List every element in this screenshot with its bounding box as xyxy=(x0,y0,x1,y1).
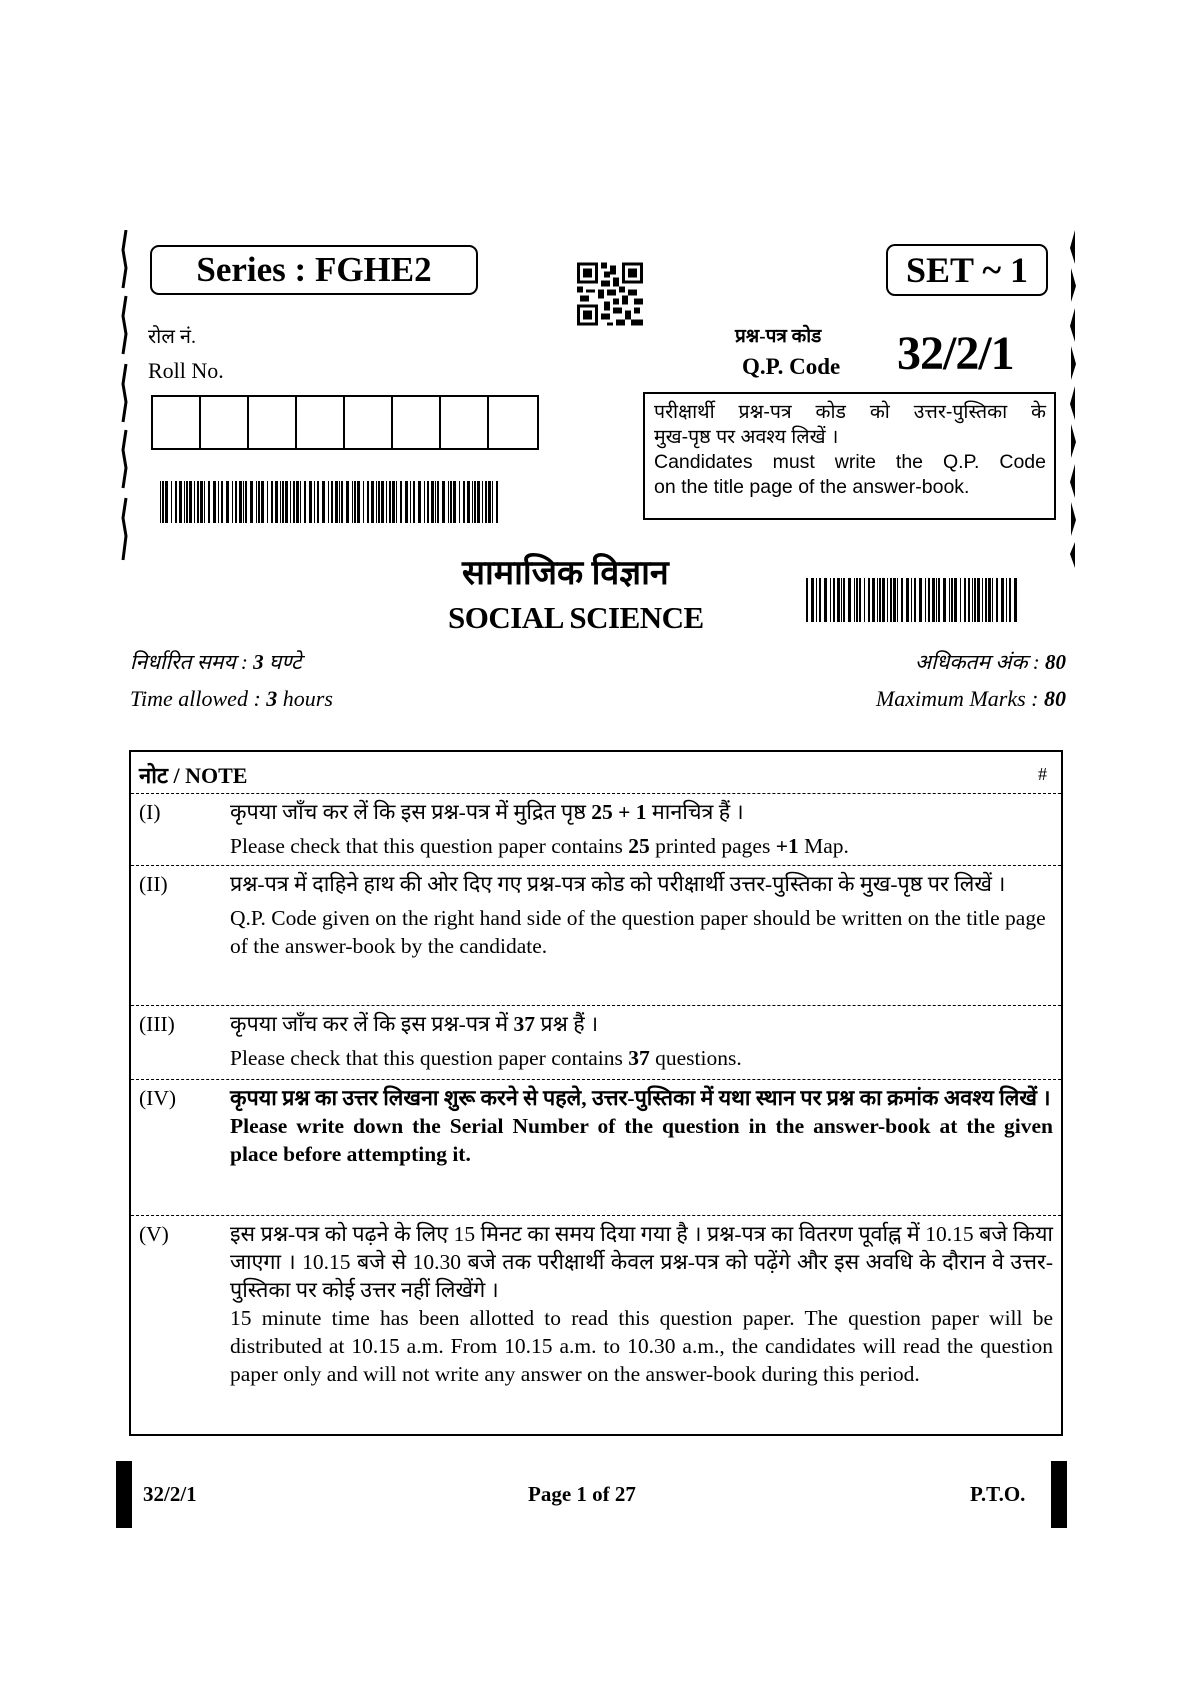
time-allowed xyxy=(130,686,333,712)
time-label-hindi: निर्धारित समय : xyxy=(130,650,254,674)
text: मानचित्र हैं । xyxy=(646,800,744,824)
roll-no-digit-box[interactable] xyxy=(297,397,345,448)
instruction-line-hindi-2: मुख-पृष्ठ पर अवश्य लिखें । xyxy=(654,426,839,448)
note-item-text-hindi: कृपया प्रश्न का उत्तर लिखना शुरू करने से पहले, उत्तर-पुस्तिका में यथा स्थान पर प्रश्न का क्रमांक अवश्य लिखें । xyxy=(230,1086,1051,1110)
text-bold: +1 xyxy=(775,834,799,858)
roll-no-digit-box[interactable] xyxy=(393,397,441,448)
note-item-2 xyxy=(131,866,1061,1006)
subject-title: SOCIAL SCIENCE xyxy=(448,600,704,635)
note-item-text xyxy=(230,832,1053,860)
text: कृपया जाँच कर लें कि इस प्रश्न-पत्र में xyxy=(230,1012,514,1036)
marks-value-hindi: 80 xyxy=(1045,650,1066,674)
roll-no-digit-box[interactable] xyxy=(201,397,249,448)
maximum-marks-hindi xyxy=(915,648,1066,676)
text: Please check that this question paper contains xyxy=(230,834,629,858)
qp-code-label-hindi: प्रश्न-पत्र कोड xyxy=(735,326,822,347)
note-item-3 xyxy=(131,1006,1061,1080)
note-item-1 xyxy=(131,794,1061,866)
time-unit: hours xyxy=(277,686,333,711)
note-heading: नोट / NOTE xyxy=(139,762,248,788)
note-section xyxy=(129,750,1063,1436)
text: कृपया जाँच कर लें कि इस प्रश्न-पत्र में मुद्रित पृष्ठ xyxy=(230,800,592,824)
footer-bar-left xyxy=(116,1461,132,1528)
right-margin-marks xyxy=(1067,230,1077,570)
time-allowed-hindi xyxy=(130,648,302,676)
note-item-text: Please write down the Serial Number of the question in the answer-book at the given place before attempting it. xyxy=(230,1114,1053,1166)
note-item-text-hindi xyxy=(230,798,1053,826)
note-item-number: (III) xyxy=(139,1012,175,1036)
note-header xyxy=(131,752,1061,794)
instruction-line-english-1: Candidates must write the Q.P. Code xyxy=(654,451,1046,473)
note-item-text xyxy=(230,1044,1053,1072)
marks-value: 80 xyxy=(1044,686,1066,711)
text-bold: 25 + 1 xyxy=(591,800,647,824)
qp-code-value: 32/2/1 xyxy=(897,327,1014,380)
roll-no-label-hindi: रोल नं. xyxy=(148,326,197,348)
note-hash-mark: # xyxy=(1038,764,1047,784)
roll-no-label: Roll No. xyxy=(148,358,224,383)
subject-title-hindi: सामाजिक विज्ञान xyxy=(462,555,669,592)
qr-code-icon xyxy=(577,262,643,326)
please-turn-over: P.T.O. xyxy=(970,1482,1026,1506)
barcode-icon xyxy=(806,578,1020,622)
time-value-hindi: 3 xyxy=(253,650,264,674)
qp-code-label: Q.P. Code xyxy=(742,354,841,379)
footer-qp-code: 32/2/1 xyxy=(143,1482,197,1506)
roll-no-digit-box[interactable] xyxy=(345,397,393,448)
time-unit-hindi: घण्टे xyxy=(263,650,302,674)
note-item-5 xyxy=(131,1216,1061,1436)
instruction-line-hindi-1: परीक्षार्थी प्रश्न-पत्र कोड को उत्तर-पुस्तिका के xyxy=(654,401,1046,423)
roll-no-digit-box[interactable] xyxy=(489,397,537,448)
text-bold: 37 xyxy=(513,1012,536,1036)
marks-label: Maximum Marks : xyxy=(875,686,1044,711)
series-label: Series : FGHE2 xyxy=(196,250,432,289)
note-item-number: (IV) xyxy=(139,1086,177,1110)
note-item-4 xyxy=(131,1080,1061,1216)
time-label: Time allowed : xyxy=(130,686,267,711)
text: प्रश्न हैं । xyxy=(535,1012,599,1036)
note-item-text-hindi: प्रश्न-पत्र में दाहिने हाथ की ओर दिए गए प्रश्न-पत्र कोड को परीक्षार्थी उत्तर-पुस्तिका के मुख-पृष्ठ पर लिखें । xyxy=(230,872,1006,896)
note-item-text: 15 minute time has been allotted to read this question paper. The question paper will be distributed at 10.15 a.m. From 10.15 a.m. to 10.30 a.m., the candidates will read the question paper only and will not write any answer on the answer-book during this period. xyxy=(230,1306,1053,1386)
roll-no-input-grid[interactable] xyxy=(151,395,539,450)
set-badge xyxy=(886,244,1048,296)
qp-code-instruction-box xyxy=(643,392,1056,520)
time-value: 3 xyxy=(266,686,278,711)
footer-bar-right xyxy=(1051,1461,1067,1528)
note-item-number: (II) xyxy=(139,872,168,896)
text: questions. xyxy=(649,1046,742,1070)
left-margin-marks xyxy=(120,230,130,565)
roll-no-digit-box[interactable] xyxy=(249,397,297,448)
note-item-number: (V) xyxy=(139,1222,169,1246)
text: Map. xyxy=(798,834,849,858)
note-item-text: Q.P. Code given on the right hand side of the question paper should be written on the title page of the answer-book by the candidate. xyxy=(230,906,1046,958)
note-item-text-hindi xyxy=(230,1010,1053,1038)
roll-no-digit-box[interactable] xyxy=(153,397,201,448)
page-number: Page 1 of 27 xyxy=(528,1482,636,1506)
maximum-marks xyxy=(876,686,1066,712)
text-bold: 37 xyxy=(628,1046,650,1070)
series-badge xyxy=(150,245,478,295)
text-bold: 25 xyxy=(628,834,650,858)
barcode-icon xyxy=(160,481,504,523)
note-item-text-hindi: इस प्रश्न-पत्र को पढ़ने के लिए 15 मिनट का समय दिया गया है । प्रश्न-पत्र का वितरण पूर्वाह्न में 10.15 बजे किया जाएगा । 10.15 बजे से 10.30 बजे तक परीक्षार्थी केवल प्रश्न-पत्र को पढ़ेंगे और इस अवधि के दौरान वे उत्तर-पुस्तिका पर कोई उत्तर नहीं लिखेंगे । xyxy=(230,1222,1053,1302)
note-item-number: (I) xyxy=(139,800,161,824)
marks-label-hindi: अधिकतम अंक : xyxy=(915,650,1045,674)
set-label: SET ~ 1 xyxy=(905,250,1029,290)
text: Please check that this question paper contains xyxy=(230,1046,629,1070)
roll-no-digit-box[interactable] xyxy=(441,397,489,448)
instruction-line-english-2: on the title page of the answer-book. xyxy=(654,476,970,498)
text: printed pages xyxy=(649,834,776,858)
